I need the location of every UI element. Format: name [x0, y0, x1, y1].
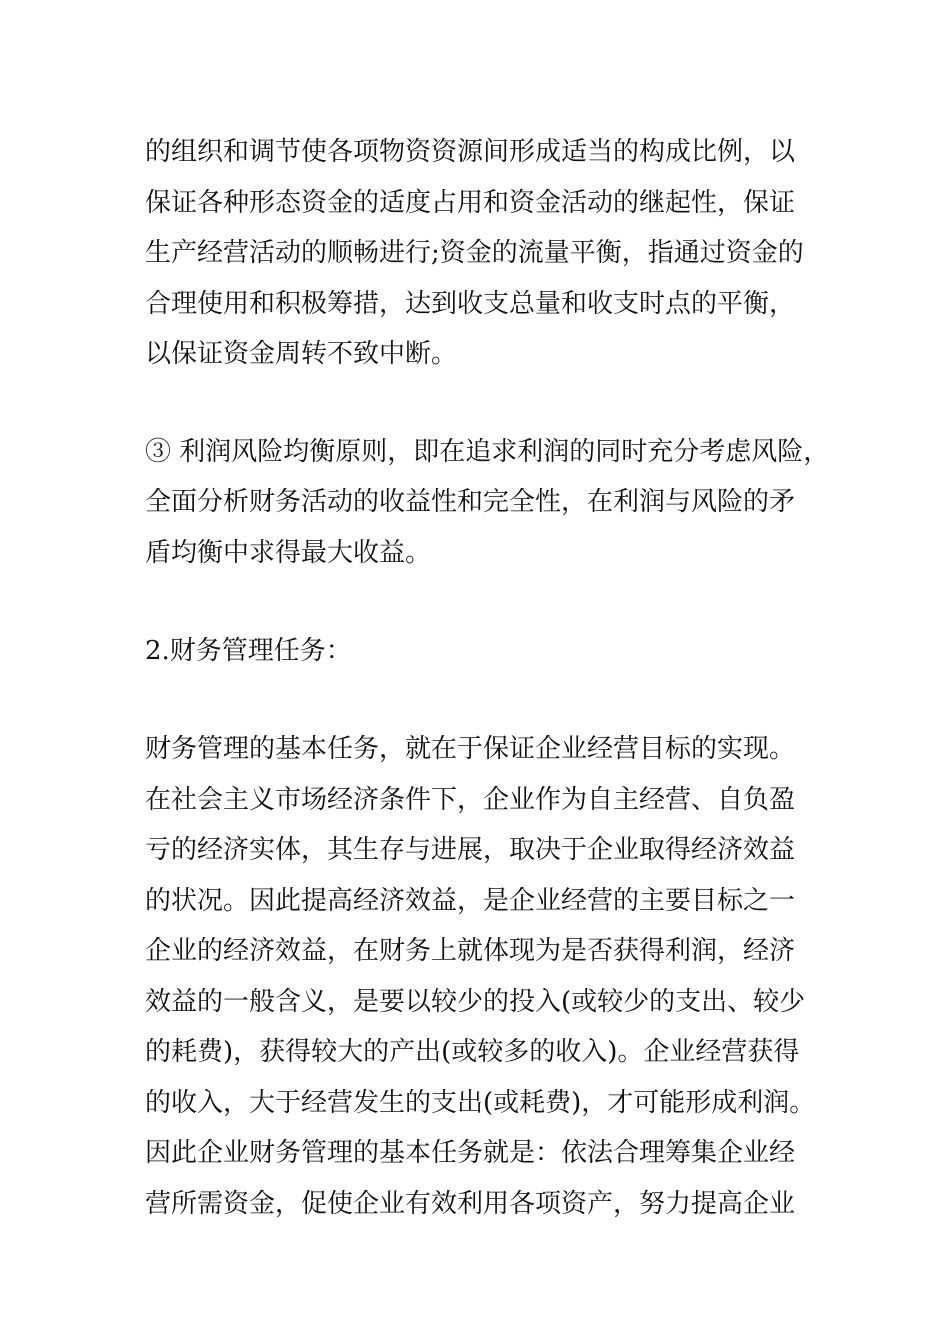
text-line: 因此企业财务管理的基本任务就是：依法合理筹集企业经 [145, 1138, 796, 1168]
text-line: 财务管理的基本任务，就在于保证企业经营目标的实现。 [145, 734, 796, 764]
text-line: 生产经营活动的顺畅进行;资金的流量平衡，指通过资金的 [145, 238, 804, 268]
text-line: 盾均衡中求得最大收益。 [145, 538, 432, 568]
text-line: 的组织和调节使各项物资资源间形成适当的构成比例，以 [145, 137, 796, 167]
text-line: 亏的经济实体，其生存与进展，取决于企业取得经济效益 [145, 835, 796, 865]
text-line: 的收入，大于经营发生的支出(或耗费)，才可能形成利润。 [145, 1088, 816, 1118]
text-line: 保证各种形态资金的适度占用和资金活动的继起性，保证 [145, 188, 796, 218]
section-heading: 2.财务管理任务： [145, 636, 352, 666]
text-line: ③ 利润风险均衡原则，即在追求利润的同时充分考虑风险， [145, 437, 830, 467]
text-line: 全面分析财务活动的收益性和完全性，在利润与风险的矛 [145, 487, 796, 517]
text-line: 以保证资金周转不致中断。 [145, 339, 458, 369]
text-line: 效益的一般含义，是要以较少的投入(或较少的支出、较少 [145, 987, 806, 1017]
text-line: 营所需资金，促使企业有效利用各项资产，努力提高企业 [145, 1189, 796, 1219]
text-line: 合理使用和积极筹措，达到收支总量和收支时点的平衡， [145, 289, 796, 319]
text-line: 企业的经济效益，在财务上就体现为是否获得利润，经济 [145, 936, 796, 966]
text-line: 的状况。因此提高经济效益，是企业经营的主要目标之一 [145, 886, 796, 916]
text-line: 的耗费)，获得较大的产出(或较多的收入)。企业经营获得 [145, 1037, 800, 1067]
text-line: 在社会主义市场经济条件下，企业作为自主经营、自负盈 [145, 785, 796, 815]
